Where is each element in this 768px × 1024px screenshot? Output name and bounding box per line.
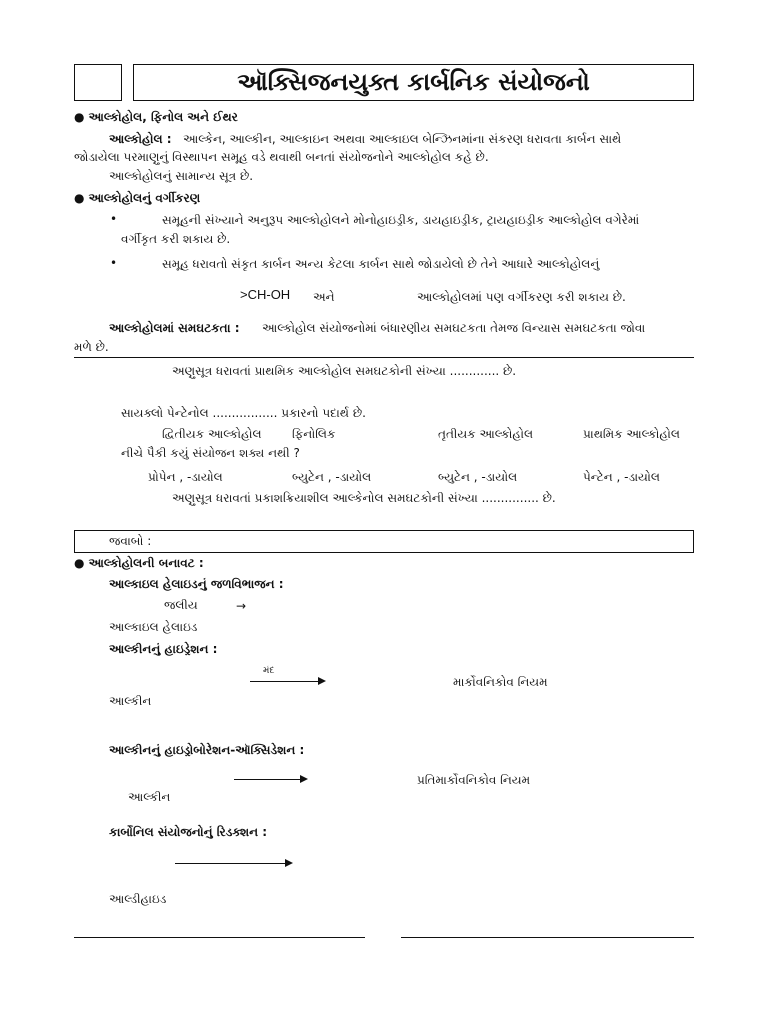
hydrolysis-label: આલ્કાઇલ હેલાઇડનું જળવિભાજન : [109,577,284,591]
reduction-label: કાર્બોનિલ સંયોજનોનું રિડક્શન : [109,825,268,839]
answers-label: જવાબો : [109,534,152,548]
q2-option-2: ફિનોલિક [292,427,336,441]
divider-top [74,357,694,358]
alkene-label-1: આલ્કીન [109,694,152,708]
hydrolysis-arrow: → [236,599,247,613]
answers-box [74,530,694,553]
classification-bullet1-line1: સમૂહની સંખ્યાને અનુરૂપ આલ્કોહોલને મોનોહાઇડ્રીક, ડાયહાઇડ્રીક, ટ્રાયહાઇડ્રીક આલ્કોહોલ વગેરેમાં [162,213,640,227]
q2-option-4: પ્રાથમિક આલ્કોહોલ [583,427,680,441]
question-2: સાયક્લો પેન્ટેનોલ ................. પ્રકારનો પદાર્થ છે. [121,406,366,420]
q2-option-1: દ્વિતીયક આલ્કોહોલ [162,427,262,441]
markovnikov-rule: માર્કોવનિકોવ નિયમ [453,675,548,689]
alcohol-definition-label: આલ્કોહોલ : [109,132,172,146]
alkyl-halide-label: આલ્કાઇલ હેલાઇડ [109,620,198,634]
dilute-label: મંદ [263,666,275,676]
bottom-line-left [74,937,365,938]
q2-option-3: તૃતીયક આલ્કોહોલ [438,427,534,441]
alcohol-general-formula: આલ્કોહોલનું સામાન્ય સૂત્ર છે. [109,169,254,183]
bullet-2: • [110,256,118,270]
classification-bullet1-line2: વર્ગીકૃત કરી શકાય છે. [121,232,231,246]
alkene-label-2: આલ્કીન [128,790,171,804]
alcohol-definition-line2: જોડાયેલા પરમાણુનું વિસ્થાપન સમૂહ વડે થવાથી બનતાં સંયોજનોને આલ્કોહોલ કહે છે. [74,150,489,164]
aqueous-label: જલીય [164,598,198,612]
q3-option-3: બ્યુટેન , -ડાયોલ [438,470,518,484]
q3-option-1: પ્રોપેન , -ડાયોલ [148,470,223,484]
reduction-arrow [175,863,291,864]
hydroboration-label: આલ્કીનનું હાઇડ્રોબોરેશન-ઑક્સિડેશન : [109,743,305,757]
isomerism-line1: આલ્કોહોલ સંયોજનોમાં બંધારણીય સમઘટકતા તેમજ વિન્યાસ સમઘટકતા જોવા [262,321,646,335]
bottom-line-right [401,937,694,938]
bullet-1: • [110,212,118,226]
title-box [133,64,694,101]
anti-markovnikov-rule: પ્રતિમાર્કોવનિકોવ નિયમ [417,773,531,787]
isomerism-label: આલ્કોહોલમાં સમઘટકતા : [109,321,240,335]
question-number-box [74,64,122,101]
section-heading-classification: ● આલ્કોહોલનું વર્ગીકરણ [74,191,201,205]
aldehyde-label: આલ્ડીહાઇડ [109,892,167,906]
hydration-label: આલ્કીનનું હાઇડ્રેશન : [109,642,218,656]
hydroboration-arrow [234,779,306,780]
classification-bullet2-line2: આલ્કોહોલમાં પણ વર્ગીકરણ કરી શકાય છે. [417,290,626,304]
q3-option-2: બ્યુટેન , -ડાયોલ [292,470,372,484]
page-title: ઑક્સિજનયુક્ત કાર્બનિક સંયોજનો [237,68,590,96]
question-3: નીચે પૈકી કયું સંયોજન શક્ય નથી ? [121,446,300,460]
isomerism-line2: મળે છે. [74,340,109,354]
hydration-arrow [250,681,324,682]
ch-oh-group: >CH-OH [240,287,291,302]
and-word: અને [313,290,335,304]
question-1: અણુસૂત્ર ધરાવતાં પ્રાથમિક આલ્કોહોલ સમઘટકોની સંખ્યા ............. છે. [172,364,517,378]
section-heading-preparation: ● આલ્કોહોલની બનાવટ : [74,556,204,570]
q3-option-4: પેન્ટેન , -ડાયોલ [583,470,660,484]
question-4: અણુસૂત્ર ધરાવતાં પ્રકાશક્રિયાશીલ આલ્કેનોલ સમઘટકોની સંખ્યા ............... છે. [172,491,556,505]
classification-bullet2-line1: સમૂહ ધરાવતો સંકૃત કાર્બન અન્ય કેટલા કાર્બન સાથે જોડાયેલો છે તેને આધારે આલ્કોહોલનું [162,257,600,271]
alcohol-definition-line1: આલ્કેન, આલ્કીન, આલ્કાઇન અથવા આલ્કાઇલ બેન્ઝિનમાંના સંકરણ ધરાવતા કાર્બન સાથે [183,132,622,146]
section-heading-alcohol: ● આલ્કોહોલ, ફિનોલ અને ઈથર [74,110,238,124]
